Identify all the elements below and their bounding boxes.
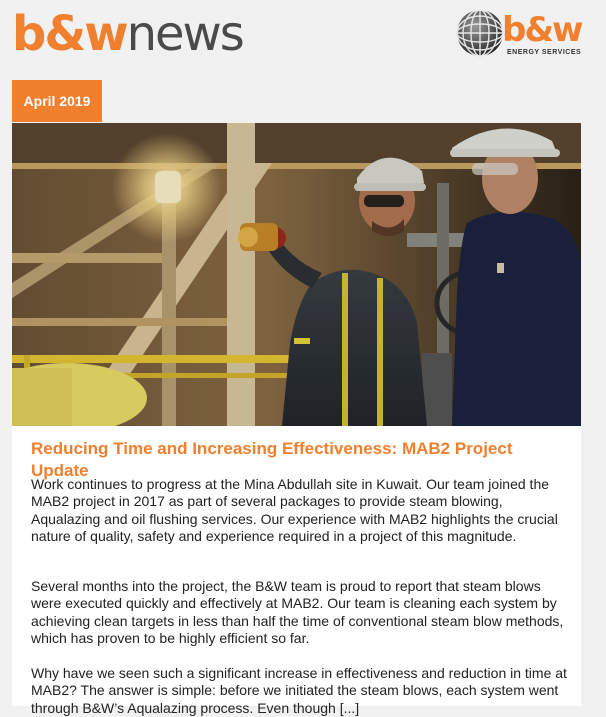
brand-bw: b&w	[12, 6, 127, 62]
article-title[interactable]: Reducing Time and Increasing Effectiveness: MAB2 Project Update	[31, 439, 513, 480]
article-paragraph-2: Several months into the project, the B&W team is proud to report that steam blows were executed quickly and effectively at MAB2. Our team is cleaning each system by achieving clean targets in less than half the time of conventional steam blow methods, which has proven to be highly efficient so far.	[31, 578, 564, 647]
logo-wordmark: b&w	[502, 10, 582, 50]
brand-news: news	[126, 6, 243, 62]
brand-wordmark[interactable]	[12, 4, 243, 64]
article-paragraph-3: Why have we seen such a significant increase in effectiveness and reduction in time at MAB2? The answer is simple: before we initiated the steam blows, each system went through B&W’s Aqualazing process. Even though [...]	[31, 665, 567, 716]
photo-icon	[12, 123, 581, 426]
article-paragraph-1: Work continues to progress at the Mina Abdullah site in Kuwait. Our team joined the MAB2 project in 2017 as part of several packages to provide steam blowing, Aqualazing and oil flushing services. Our experience with MAB2 highlights the crucial nature of quality, safety and experience required in a project of this magnitude.	[31, 476, 558, 545]
hero-photo	[12, 123, 581, 426]
globe-icon	[455, 8, 505, 58]
article-card	[12, 426, 581, 716]
newsletter-header	[0, 0, 606, 80]
logo-subtitle: ENERGY SERVICES	[507, 49, 582, 56]
company-logo[interactable]	[455, 6, 585, 62]
issue-date-badge: April 2019	[12, 80, 102, 122]
